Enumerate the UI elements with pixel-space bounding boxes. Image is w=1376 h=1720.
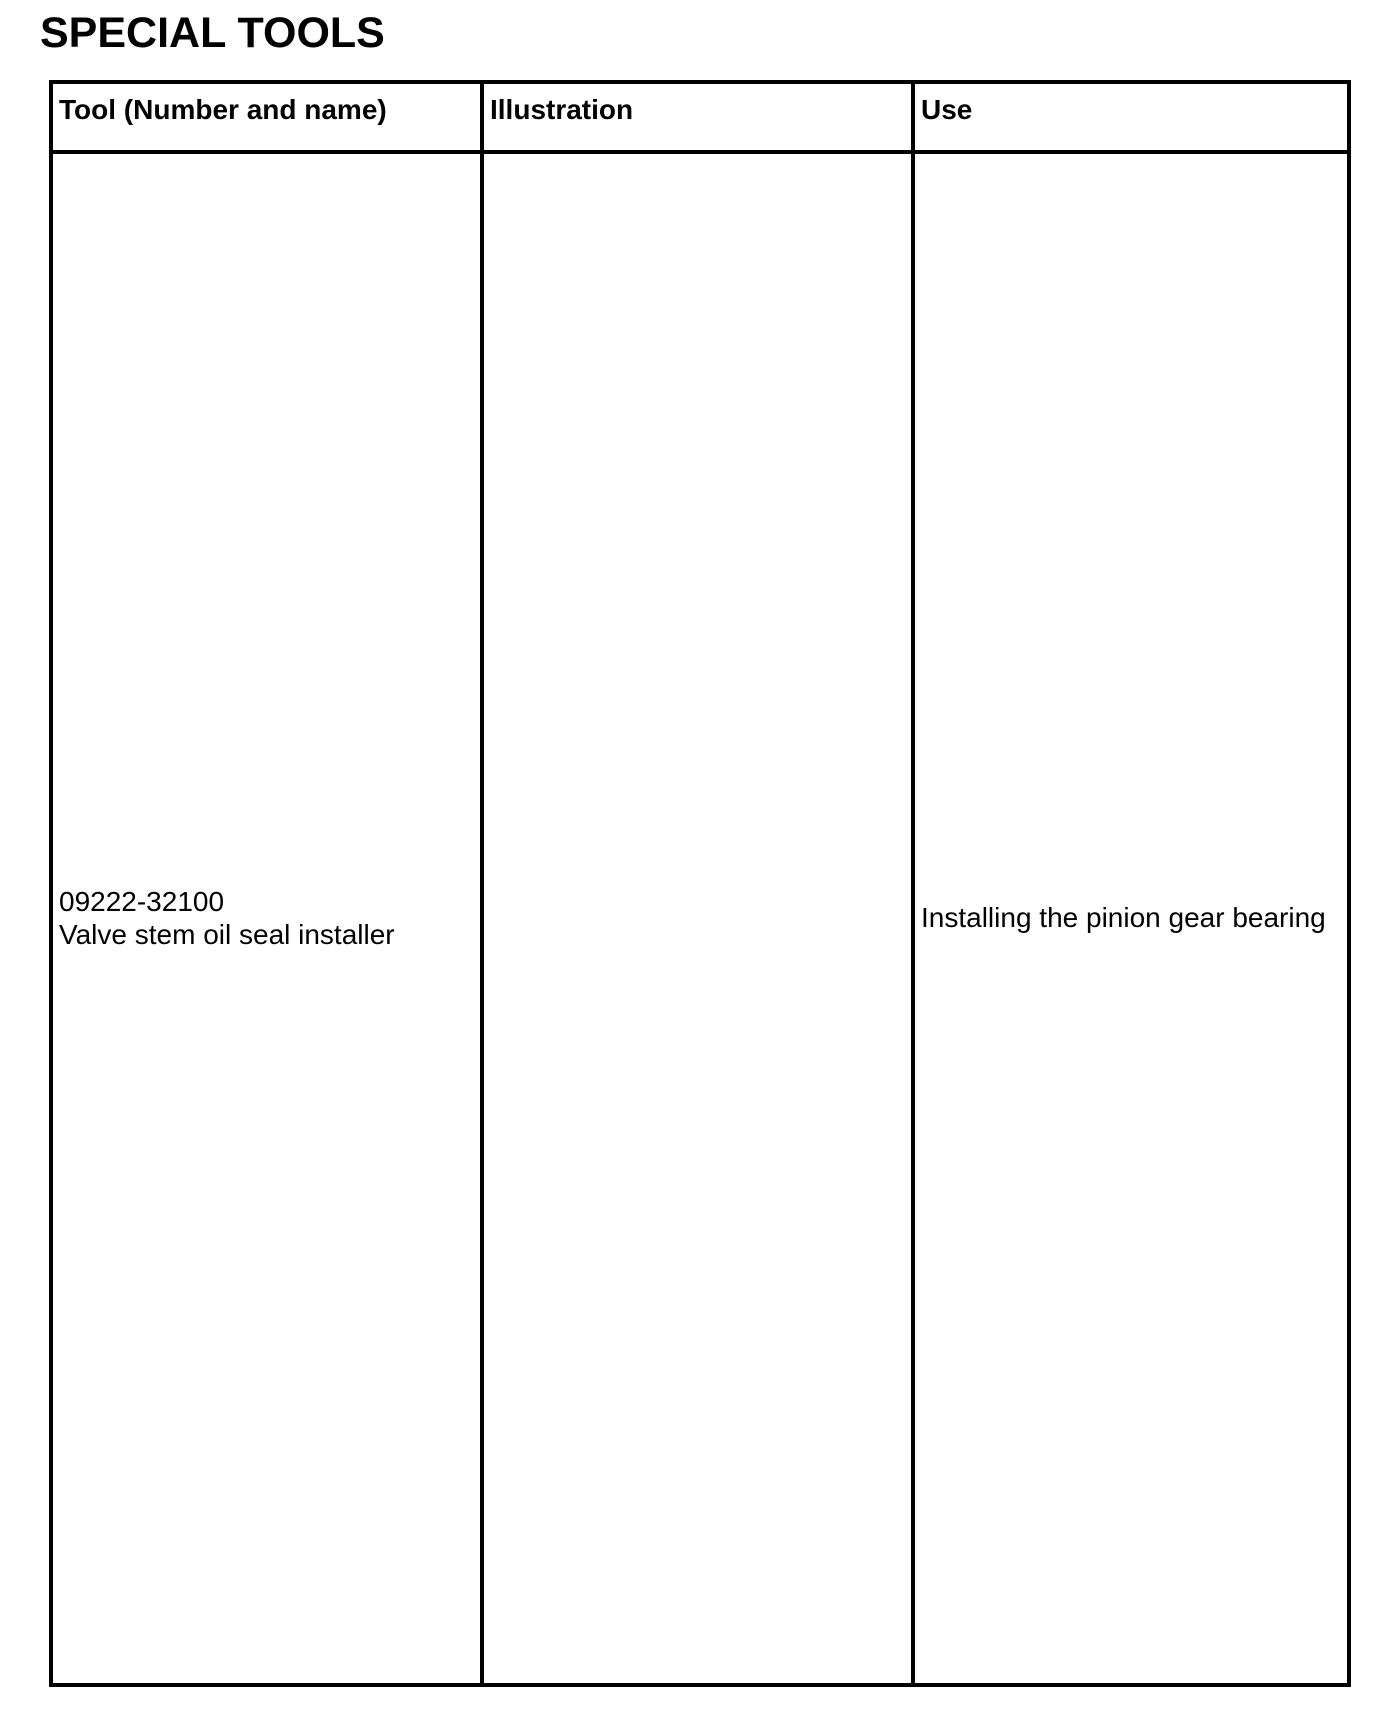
tool-cell: [51, 152, 482, 1685]
column-header-use: Use: [913, 82, 1349, 152]
column-header-tool: Tool (Number and name): [51, 82, 482, 152]
special-tools-table: [49, 80, 1351, 1687]
illustration-cell: [482, 152, 913, 1685]
table-row: [51, 152, 1349, 1685]
table-header-row: [51, 82, 1349, 152]
tool-name: Valve stem oil seal installer: [59, 918, 395, 950]
column-header-illustration: Illustration: [482, 82, 913, 152]
page-title: SPECIAL TOOLS: [40, 9, 385, 57]
use-cell: Installing the pinion gear bearing: [913, 152, 1349, 1685]
tool-number: 09222-32100: [59, 886, 225, 918]
